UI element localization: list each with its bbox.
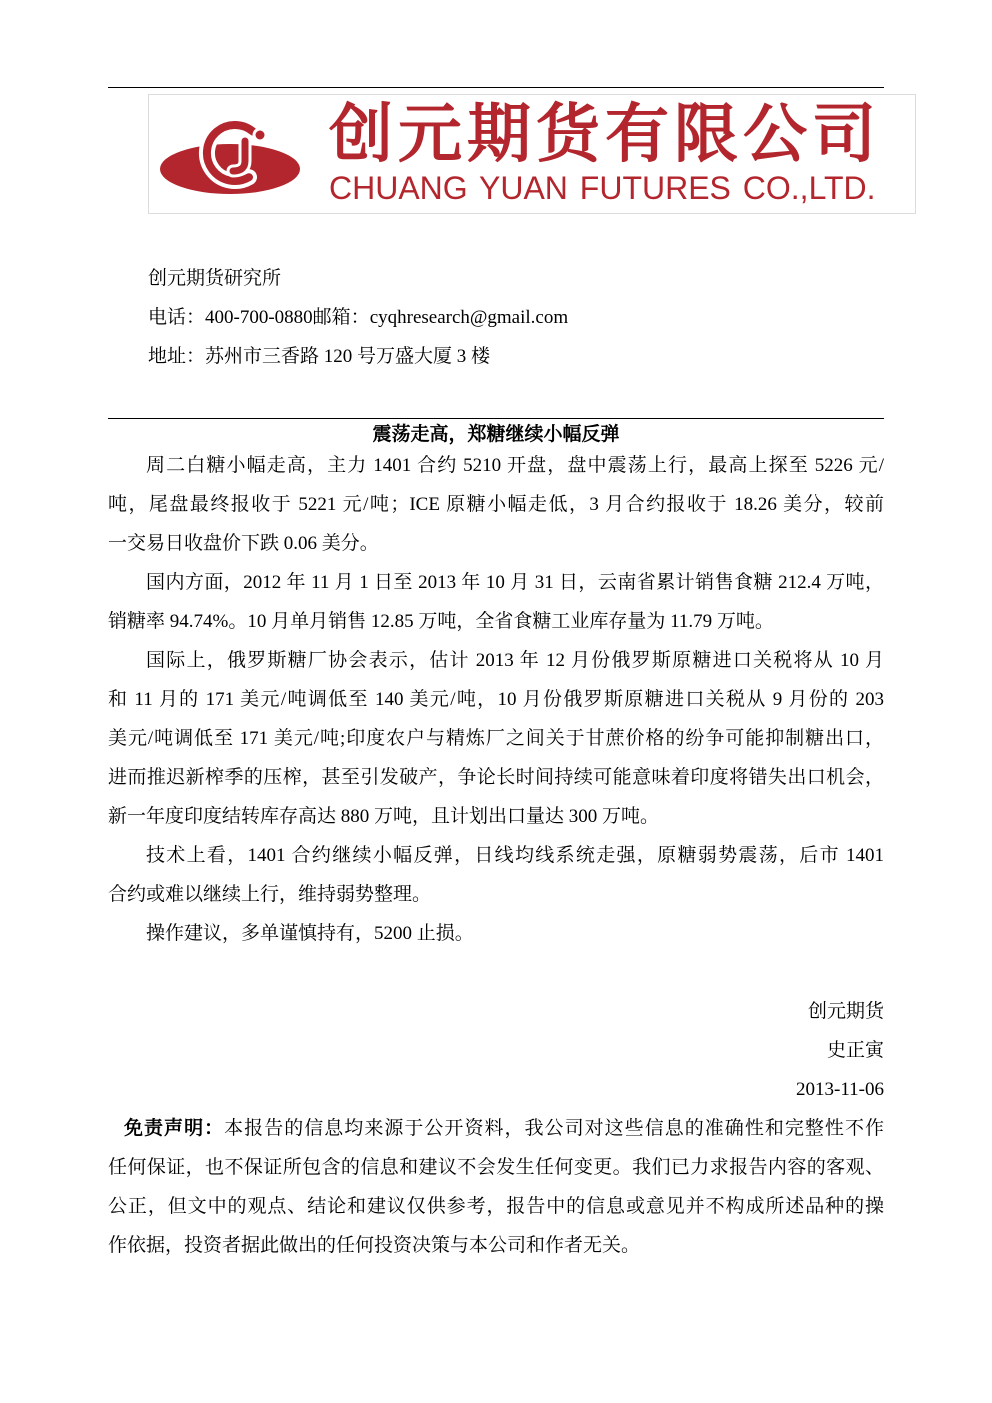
paragraph-recommendation	[108, 914, 884, 953]
phone-number: 400-700-0880	[205, 307, 313, 328]
paragraph-technical	[108, 836, 884, 914]
disclaimer-block	[108, 1109, 884, 1265]
paragraph-line: 操作建议，多单谨慎持有，5200 止损。	[146, 923, 474, 944]
report-title: 震荡走高，郑糖继续小幅反弹	[372, 424, 620, 445]
address-line	[148, 337, 568, 376]
company-banner	[148, 94, 916, 214]
chuang-yuan-logo-icon	[159, 111, 301, 201]
email-address: cyqhresearch@gmail.com	[369, 307, 569, 328]
header-rule-bottom	[108, 418, 884, 419]
paragraph-international	[108, 641, 884, 836]
company-name-cn: 创元期货有限公司	[329, 98, 881, 172]
address-value: 苏州市三香路 120 号万盛大厦 3 楼	[205, 346, 491, 367]
paragraph-line: 美元/吨调低至 171 美元/吨;印度农户与精炼厂之间关于甘蔗价格的纷争可能抑制糖出口，	[108, 728, 884, 749]
paragraph-line: 新一年度印度结转库存高达 880 万吨，且计划出口量达 300 万吨。	[108, 806, 660, 827]
paragraph-line: 合约或难以继续上行，维持弱势整理。	[108, 884, 432, 905]
phone-label: 电话：	[148, 307, 206, 328]
signature-block	[108, 992, 884, 1109]
report-body	[108, 446, 884, 1265]
paragraph-line: 国内方面，2012 年 11 月 1 日至 2013 年 10 月 31 日，云南省累计销售食糖 212.4 万吨，	[146, 572, 884, 593]
header-rule-top	[108, 87, 884, 88]
paragraph-line: 吨，尾盘最终报收于 5221 元/吨；ICE 原糖小幅走低，3 月合约报收于 18.26 美分，较前	[108, 494, 884, 515]
contact-block	[148, 259, 568, 376]
disclaimer-text: 本报告的信息均来源于公开资料，我公司对这些信息的准确性和完整性不作	[224, 1118, 884, 1139]
paragraph-line: 进而推迟新榨季的压榨，甚至引发破产，争论长时间持续可能意味着印度将错失出口机会，	[108, 767, 884, 788]
institute-name: 创元期货研究所	[148, 268, 282, 289]
disclaimer-line	[108, 1109, 884, 1148]
address-label: 地址：	[148, 346, 206, 367]
paragraph-market-summary	[108, 446, 884, 563]
signature-date: 2013-11-06	[796, 1079, 884, 1100]
paragraph-line: 周二白糖小幅走高，主力 1401 合约 5210 开盘，盘中震荡上行，最高上探至 5226 元/	[146, 455, 884, 476]
blank-line	[108, 953, 884, 992]
paragraph-line: 销糖率 94.74%。10 月单月销售 12.85 万吨，全省食糖工业库存量为 11.79 万吨。	[108, 611, 774, 632]
disclaimer-line: 作依据，投资者据此做出的任何投资决策与本公司和作者无关。	[108, 1235, 641, 1256]
signature-company: 创元期货	[807, 1001, 884, 1022]
paragraph-line: 和 11 月的 171 美元/吨调低至 140 美元/吨，10 月份俄罗斯原糖进口关税从 9 月份的 203	[108, 689, 884, 710]
paragraph-line: 国际上，俄罗斯糖厂协会表示，估计 2013 年 12 月份俄罗斯原糖进口关税将从 10 月	[146, 650, 884, 671]
email-label: 邮箱：	[312, 307, 370, 328]
disclaimer-line: 公正，但文中的观点、结论和建议仅供参考，报告中的信息或意见并不构成所述品种的操	[108, 1196, 884, 1217]
paragraph-line: 一交易日收盘价下跌 0.06 美分。	[108, 533, 379, 554]
disclaimer-label: 免责声明：	[124, 1118, 225, 1139]
paragraph-line: 技术上看，1401 合约继续小幅反弹，日线均线系统走强，原糖弱势震荡，后市 1401	[146, 845, 884, 866]
paragraph-domestic	[108, 563, 884, 641]
company-name-en: CHUANG YUAN FUTURES CO.,LTD.	[329, 170, 876, 206]
phone-email-line	[148, 298, 568, 337]
disclaimer-line: 任何保证，也不保证所包含的信息和建议不会发生任何变更。我们已力求报告内容的客观、	[108, 1157, 884, 1178]
signature-author: 史正寅	[826, 1040, 884, 1061]
